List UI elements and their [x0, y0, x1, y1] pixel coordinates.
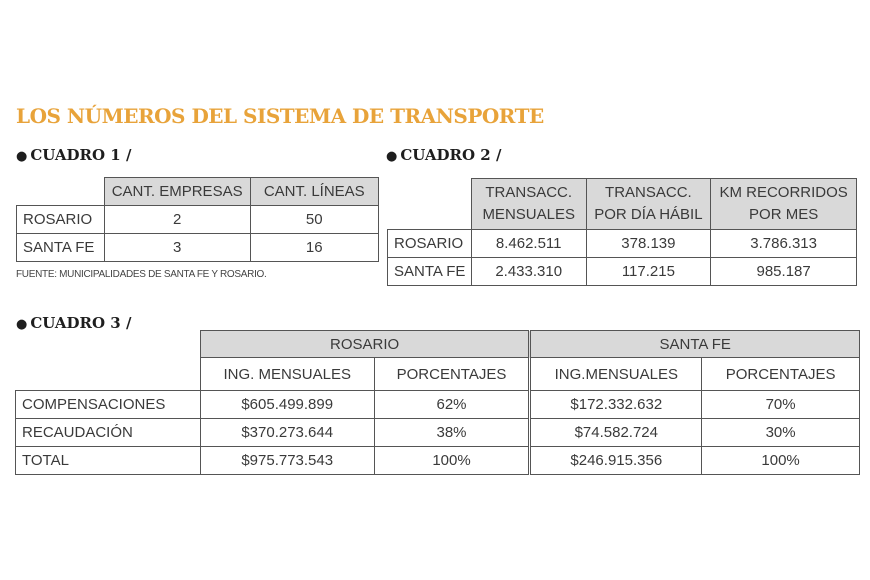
group-header-rosario: ROSARIO: [200, 331, 530, 358]
table-cell: $246.915.356: [530, 447, 702, 475]
table-row: [388, 258, 857, 286]
table-row: [17, 234, 379, 262]
cuadro-2-heading-text: CUADRO 2 /: [400, 146, 502, 164]
table-cell: 70%: [702, 391, 860, 419]
column-header-line: POR DÍA HÁBIL: [594, 206, 703, 223]
table-row: [16, 391, 860, 419]
table-row: [388, 230, 857, 258]
table-cell: 8.462.511: [471, 230, 586, 258]
cuadro-3-table: [15, 330, 860, 475]
column-header: CANT. LÍNEAS: [250, 178, 378, 206]
table-cell: 100%: [374, 447, 530, 475]
bullet-icon: ●: [16, 149, 28, 164]
empty-cell: [388, 179, 472, 230]
empty-cell: [16, 331, 201, 358]
table-row: [17, 206, 379, 234]
cuadro-3-heading-text: CUADRO 3 /: [30, 314, 132, 332]
table-cell: 378.139: [586, 230, 711, 258]
row-label: RECAUDACIÓN: [16, 419, 201, 447]
row-label: SANTA FE: [17, 234, 105, 262]
table-row: [16, 447, 860, 475]
column-header: PORCENTAJES: [374, 358, 530, 391]
table-cell: $370.273.644: [200, 419, 374, 447]
row-label: SANTA FE: [388, 258, 472, 286]
table-header-row: [16, 358, 860, 391]
bullet-icon: ●: [386, 149, 398, 164]
column-header: [471, 179, 586, 230]
empty-cell: [16, 358, 201, 391]
cuadro-1-table: [16, 177, 379, 262]
column-header-line: TRANSACC.: [485, 184, 573, 201]
column-header-line: KM RECORRIDOS: [719, 184, 848, 201]
cuadro-2-table: [387, 178, 857, 286]
column-header: PORCENTAJES: [702, 358, 860, 391]
table-cell: 62%: [374, 391, 530, 419]
table-cell: 117.215: [586, 258, 711, 286]
cuadro-1-heading: [16, 146, 131, 164]
table-header-row: [17, 178, 379, 206]
empty-cell: [17, 178, 105, 206]
table-cell: 985.187: [711, 258, 857, 286]
column-header: [711, 179, 857, 230]
column-header: ING. MENSUALES: [200, 358, 374, 391]
table-cell: 3.786.313: [711, 230, 857, 258]
table-cell: $172.332.632: [530, 391, 702, 419]
table-cell: 38%: [374, 419, 530, 447]
group-header-santa-fe: SANTA FE: [530, 331, 860, 358]
column-header: [586, 179, 711, 230]
table-cell: 30%: [702, 419, 860, 447]
row-label: COMPENSACIONES: [16, 391, 201, 419]
table-cell: $975.773.543: [200, 447, 374, 475]
column-header: CANT. EMPRESAS: [104, 178, 250, 206]
table-row: [16, 419, 860, 447]
table-cell: 2: [104, 206, 250, 234]
page-title: LOS NÚMEROS DEL SISTEMA DE TRANSPORTE: [16, 104, 544, 128]
table-cell: $74.582.724: [530, 419, 702, 447]
source-note: FUENTE: MUNICIPALIDADES DE SANTA FE Y ROSARIO.: [16, 269, 267, 280]
column-header-line: TRANSACC.: [605, 184, 692, 201]
column-header: ING.MENSUALES: [530, 358, 702, 391]
table-cell: 16: [250, 234, 378, 262]
row-label: TOTAL: [16, 447, 201, 475]
row-label: ROSARIO: [388, 230, 472, 258]
column-header-line: MENSUALES: [482, 206, 575, 223]
table-cell: 50: [250, 206, 378, 234]
row-label: ROSARIO: [17, 206, 105, 234]
table-header-row: [388, 179, 857, 230]
table-cell: 3: [104, 234, 250, 262]
cuadro-1-heading-text: CUADRO 1 /: [30, 146, 132, 164]
cuadro-2-heading: [386, 146, 501, 164]
group-header-row: [16, 331, 860, 358]
bullet-icon: ●: [16, 317, 28, 332]
column-header-line: POR MES: [749, 206, 819, 223]
table-cell: $605.499.899: [200, 391, 374, 419]
table-cell: 100%: [702, 447, 860, 475]
table-cell: 2.433.310: [471, 258, 586, 286]
